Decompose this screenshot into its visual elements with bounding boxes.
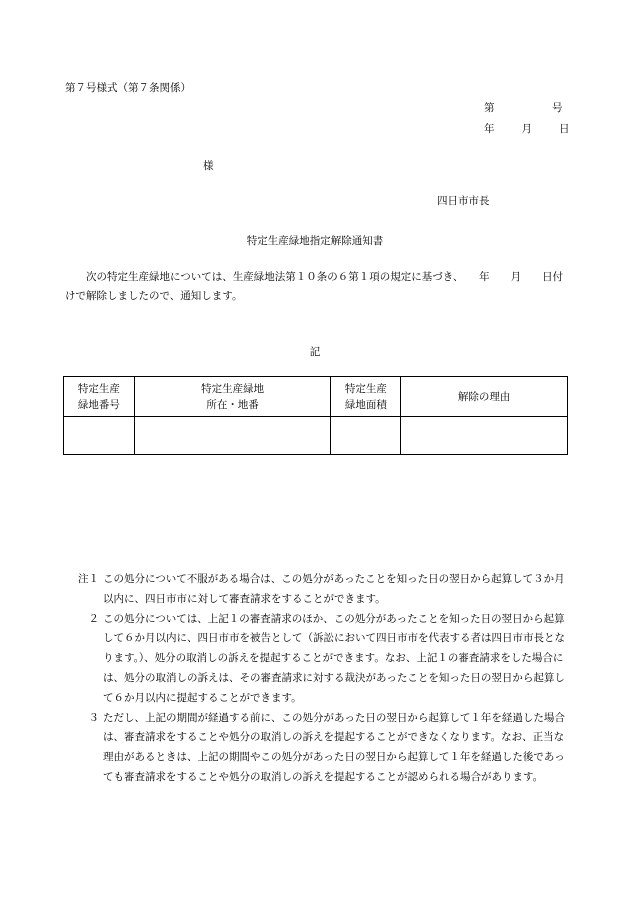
body-text: 次の特定生産緑地については、生産緑地法第１０条の６第１項の規定に基づき、 年 月 日付けで解除しましたので、通知します。	[65, 271, 564, 302]
header-number: 特定生産 緑地番号	[64, 377, 135, 417]
note-item	[63, 610, 568, 709]
note-label: ２	[88, 612, 99, 625]
ki-heading: 記	[309, 346, 321, 358]
note-item	[63, 570, 568, 610]
issuer: 四日市市長	[437, 195, 490, 207]
cell-number	[64, 417, 135, 455]
document-number-suffix: 号	[552, 102, 563, 114]
date-year: 年	[484, 123, 495, 135]
addressee-suffix: 様	[203, 160, 214, 172]
header-location: 特定生産緑地 所在・地番	[134, 377, 331, 417]
table-header-row	[64, 377, 568, 417]
note-label: 注１	[78, 573, 99, 585]
note-text: ただし、上記の期間が経過する前に、この処分があった日の翌日から起算して１年を経過した場合は、審査請求をすることや処分の取消しの訴えを提起することができなくなります。なお、正当な理由があるときは、上記の期間やこの処分があった日の翌日から起算して１年を経過した後であっても審査請求をすることや処分の取消しの訴えを提起することが認められる場合があります。	[103, 711, 565, 783]
header-area: 特定生産 緑地面積	[331, 377, 401, 417]
green-space-table	[63, 376, 568, 455]
note-item	[63, 709, 568, 788]
cell-location	[134, 417, 331, 455]
cell-area	[331, 417, 401, 455]
date-day: 日	[559, 123, 570, 135]
notes-section	[63, 570, 568, 788]
header-reason: 解除の理由	[401, 377, 568, 417]
document-title: 特定生産緑地指定解除通知書	[246, 235, 384, 247]
form-number: 第７号様式（第７条関係）	[65, 82, 191, 94]
cell-reason	[401, 417, 568, 455]
document-number-prefix: 第	[484, 102, 495, 114]
issue-date	[484, 121, 570, 136]
note-label: ３	[88, 711, 99, 724]
note-text: この処分については、上記１の審査請求のほか、この処分があったことを知った日の翌日から起算して６か月以内に、四日市市を被告として（訴訟において四日市市を代表する者は四日市市長となります。）、処分の取消しの訴えを提起することができます。なお、上記１の審査請求をした場合には、処分の取消しの訴えは、その審査請求に対する裁決があったことを知った日の翌日から起算して６か月以内に提起することができます。	[103, 612, 565, 704]
note-text: この処分について不服がある場合は、この処分があったことを知った日の翌日から起算して３か月以内に、四日市市に対して審査請求をすることができます。	[103, 573, 565, 605]
table-row	[64, 417, 568, 455]
date-month: 月	[521, 123, 532, 135]
